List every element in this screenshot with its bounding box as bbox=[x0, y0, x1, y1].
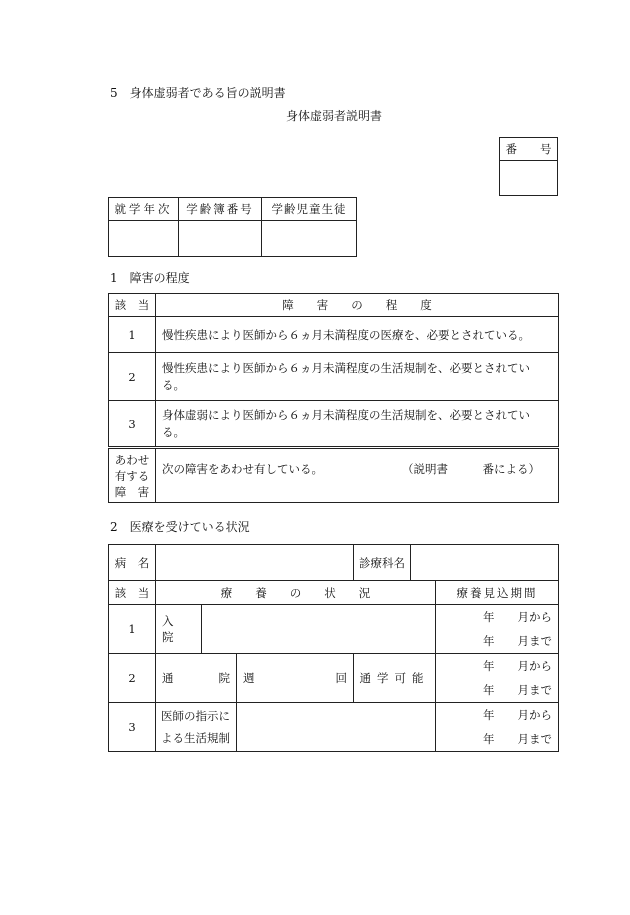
period-cell[interactable] bbox=[436, 605, 559, 654]
period-to: 年 月まで bbox=[483, 683, 553, 697]
disability-degree-table bbox=[108, 293, 559, 503]
period-from: 年 月から bbox=[483, 610, 553, 624]
awase-label-line: 障 害 bbox=[114, 484, 150, 499]
row-num[interactable]: 2 bbox=[109, 654, 156, 703]
row-text: 慢性疾患により医師から６ヵ月未満程度の生活規制を、必要とされている。 bbox=[156, 353, 559, 401]
week-label: 週 bbox=[243, 671, 255, 685]
tsugaku-kano[interactable]: 通学可能 bbox=[354, 654, 436, 703]
student-info-table bbox=[108, 197, 357, 257]
header-gakurei-jido-seito: 学齢児童生徒 bbox=[262, 198, 357, 221]
header-shugaku-nenji: 就学年次 bbox=[109, 198, 179, 221]
row-num[interactable]: 2 bbox=[109, 353, 156, 401]
tsuin-label-1: 通 bbox=[162, 671, 174, 685]
col-gaito: 該 当 bbox=[109, 581, 156, 605]
nyuin-label: 入 院 bbox=[156, 605, 202, 654]
bango-label: 番 号 bbox=[500, 138, 558, 161]
nyuin-value[interactable] bbox=[202, 605, 436, 654]
row-num[interactable]: 1 bbox=[109, 605, 156, 654]
row-num[interactable]: 3 bbox=[109, 703, 156, 752]
bango-value[interactable] bbox=[500, 161, 558, 196]
bango-box bbox=[499, 137, 558, 196]
tsuin-label-2: 院 bbox=[218, 671, 230, 685]
period-from: 年 月から bbox=[483, 659, 553, 673]
label-line: よる生活規制 bbox=[161, 731, 230, 745]
section-heading: 5 身体虚弱者である旨の説明書 bbox=[110, 86, 286, 100]
seikatsu-kisei-label bbox=[156, 703, 237, 752]
value-shugaku-nenji[interactable] bbox=[109, 221, 179, 257]
medical-status-table bbox=[108, 544, 559, 752]
section1-title: 1 障害の程度 bbox=[110, 271, 190, 285]
value-gakurei-jido-seito[interactable] bbox=[262, 221, 357, 257]
document-title: 身体虚弱者説明書 bbox=[286, 109, 383, 123]
byomei-label: 病 名 bbox=[109, 545, 156, 581]
shinryo-value[interactable] bbox=[411, 545, 559, 581]
period-from: 年 月から bbox=[483, 708, 553, 722]
awase-label-line: あわせ bbox=[114, 452, 150, 467]
row-num[interactable]: 1 bbox=[109, 317, 156, 353]
period-cell[interactable] bbox=[436, 654, 559, 703]
tsuin-week[interactable] bbox=[237, 654, 354, 703]
awase-label bbox=[109, 448, 156, 503]
tsuin-label bbox=[156, 654, 237, 703]
header-gakureibo-bango: 学齢簿番号 bbox=[179, 198, 262, 221]
col-degree: 障 害 の 程 度 bbox=[156, 294, 559, 317]
seikatsu-kisei-value[interactable] bbox=[237, 703, 436, 752]
col-ryoyo: 療 養 の 状 況 bbox=[156, 581, 436, 605]
awase-text: 次の障害をあわせ有している。 bbox=[162, 462, 323, 476]
awase-content bbox=[156, 448, 559, 503]
period-cell[interactable] bbox=[436, 703, 559, 752]
row-text: 慢性疾患により医師から６ヵ月未満程度の医療を、必要とされている。 bbox=[156, 317, 559, 353]
shinryo-label: 診療科名 bbox=[354, 545, 411, 581]
kai-label: 回 bbox=[335, 671, 348, 685]
col-gaito: 該 当 bbox=[109, 294, 156, 317]
section2-title: 2 医療を受けている状況 bbox=[110, 520, 250, 534]
label-line: 医師の指示に bbox=[161, 709, 230, 723]
value-gakureibo-bango[interactable] bbox=[179, 221, 262, 257]
awase-note: （説明書 番による） bbox=[402, 462, 540, 476]
row-num[interactable]: 3 bbox=[109, 401, 156, 448]
byomei-value[interactable] bbox=[156, 545, 354, 581]
period-to: 年 月まで bbox=[483, 634, 553, 648]
awase-label-line: 有する bbox=[114, 468, 150, 483]
row-text: 身体虚弱により医師から６ヵ月未満程度の生活規制を、必要とされている。 bbox=[156, 401, 559, 448]
period-to: 年 月まで bbox=[483, 732, 553, 746]
col-period: 療養見込期間 bbox=[436, 581, 559, 605]
